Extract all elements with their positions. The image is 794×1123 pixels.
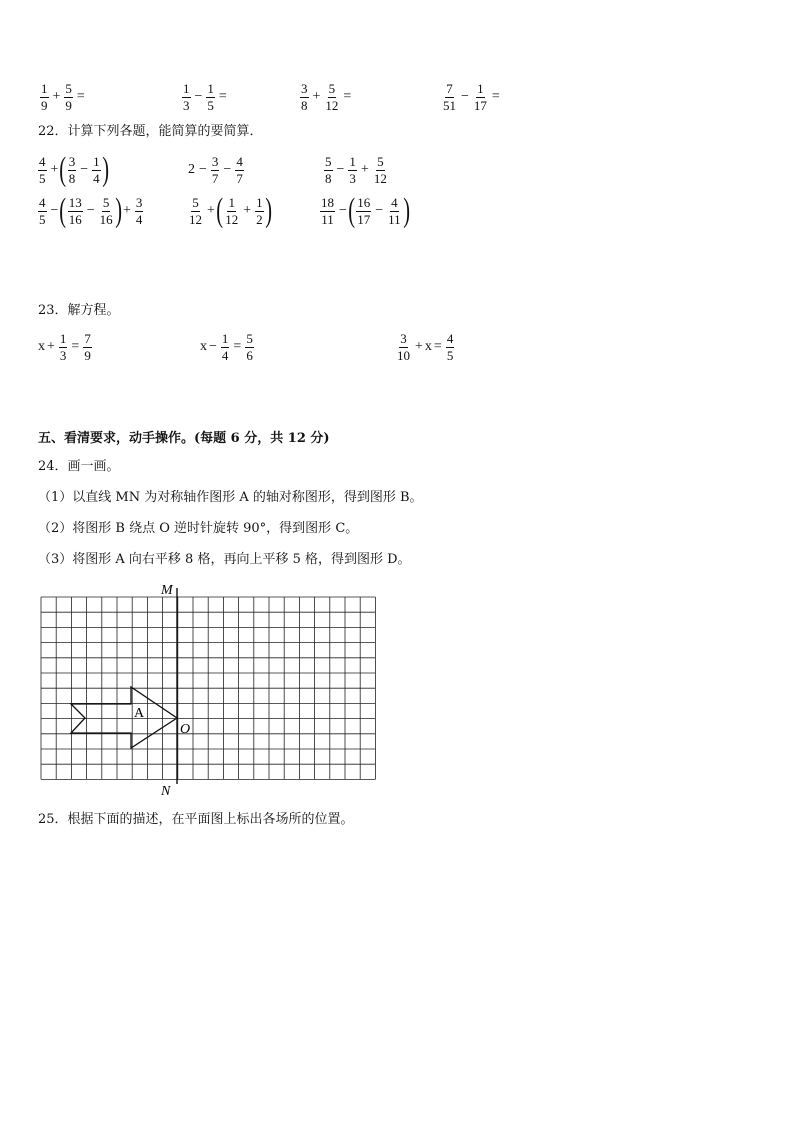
q24-step-3: （3）将图形 A 向右平移 8 格，再向上平移 5 格，得到图形 D。: [38, 552, 411, 567]
fraction: $\frac{1}{3}$: [183, 80, 190, 113]
fraction: $\frac{1}{5}$: [207, 80, 214, 113]
q22-title: 22．计算下列各题，能简算的要简算．: [38, 124, 263, 139]
q23-equation-2: x − $\frac{1}{4}$ = $\frac{5}{6}$: [200, 330, 253, 363]
q23-equation-1: x + $\frac{1}{3}$ = $\frac{7}{9}$: [38, 330, 91, 363]
q22-expr-3: $\frac{5}{8}$ − $\frac{1}{3}$ + $\frac{5}{12}$: [325, 153, 387, 186]
fraction: $\frac{7}{51}$: [443, 80, 456, 113]
row1-expr-2: $\frac{1}{3}$ − $\frac{1}{5}$ =: [183, 80, 227, 113]
fraction: $\frac{1}{3}$: [59, 330, 67, 363]
fraction: $\frac{5}{6}$: [246, 330, 253, 363]
fraction: $\frac{1}{3}$: [349, 153, 356, 186]
fraction: $\frac{5}{9}$: [65, 80, 72, 113]
q24-title: 24．画一画。: [38, 459, 120, 474]
fraction: $\frac{1}{12}$: [225, 194, 239, 227]
q22-expr-1: $\frac{4}{5}$ + ( $\frac{3}{8}$ − $\frac{1}{4}$ ): [39, 151, 109, 188]
row1-expr-4: $\frac{7}{51}$ − $\frac{1}{17}$ =: [443, 80, 500, 113]
fraction: $\frac{5}{12}$: [373, 153, 387, 186]
fraction: $\frac{1}{4}$: [221, 330, 229, 363]
fraction: $\frac{1}{9}$: [41, 80, 48, 113]
q24-step-2: （2）将图形 B 绕点 O 逆时针旋转 90°，得到图形 C。: [38, 521, 359, 536]
fraction: $\frac{5}{12}$: [325, 80, 339, 113]
fraction: $\frac{1}{2}$: [256, 194, 263, 227]
q25-title: 25．根据下面的描述，在平面图上标出各场所的位置。: [38, 812, 354, 827]
label-m: M: [161, 583, 173, 598]
q23-equation-3: $\frac{3}{10}$ + x = $\frac{4}{5}$: [397, 330, 454, 363]
fraction: $\frac{1}{17}$: [473, 80, 487, 113]
row1-expr-1: $\frac{1}{9}$ + $\frac{5}{9}$ =: [41, 80, 85, 113]
fraction: $\frac{3}{8}$: [68, 153, 76, 186]
fraction: $\frac{3}{4}$: [135, 194, 143, 227]
q22-expr-4: $\frac{4}{5}$ − ( $\frac{13}{16}$ − $\frac{5}{16}$ ) + $\frac{3}{4}$: [39, 192, 143, 229]
fraction: $\frac{3}{8}$: [301, 80, 308, 113]
label-o: O: [180, 722, 191, 737]
fraction: $\frac{4}{11}$: [388, 194, 401, 227]
fraction: $\frac{4}{5}$: [39, 194, 46, 227]
grid-figure: [30, 578, 390, 800]
fraction: $\frac{5}{16}$: [99, 194, 113, 227]
fraction: $\frac{4}{5}$: [39, 153, 46, 186]
section-5-title: 五、看清要求，动手操作。(每题 6 分，共 12 分): [38, 431, 330, 446]
fraction: $\frac{4}{5}$: [446, 330, 454, 363]
q24-step-1: （1）以直线 MN 为对称轴作图形 A 的轴对称图形，得到图形 B。: [38, 490, 423, 505]
q22-expr-2: 2 − $\frac{3}{7}$ − $\frac{4}{7}$: [188, 153, 243, 186]
label-a: A: [134, 706, 145, 721]
fraction: $\frac{13}{16}$: [68, 194, 82, 227]
q22-expr-5: $\frac{5}{12}$ + ( $\frac{1}{12}$ + $\frac{1}{2}$ ): [189, 192, 272, 229]
q22-expr-6: $\frac{18}{11}$ − ( $\frac{16}{17}$ − $\frac{4}{11}$ ): [321, 192, 410, 229]
fraction: $\frac{1}{4}$: [93, 153, 100, 186]
label-n: N: [161, 784, 171, 799]
row1-expr-3: $\frac{3}{8}$ + $\frac{5}{12}$ =: [301, 80, 352, 113]
fraction: $\frac{5}{8}$: [325, 153, 332, 186]
fraction: $\frac{7}{9}$: [84, 330, 91, 363]
fraction: $\frac{4}{7}$: [236, 153, 243, 186]
fraction: $\frac{3}{10}$: [397, 330, 410, 363]
fraction: $\frac{16}{17}$: [357, 194, 371, 227]
fraction: $\frac{18}{11}$: [321, 194, 334, 227]
fraction: $\frac{5}{12}$: [189, 194, 202, 227]
fraction: $\frac{3}{7}$: [211, 153, 219, 186]
grid-lines: [41, 597, 375, 779]
q23-title: 23．解方程。: [38, 303, 120, 318]
